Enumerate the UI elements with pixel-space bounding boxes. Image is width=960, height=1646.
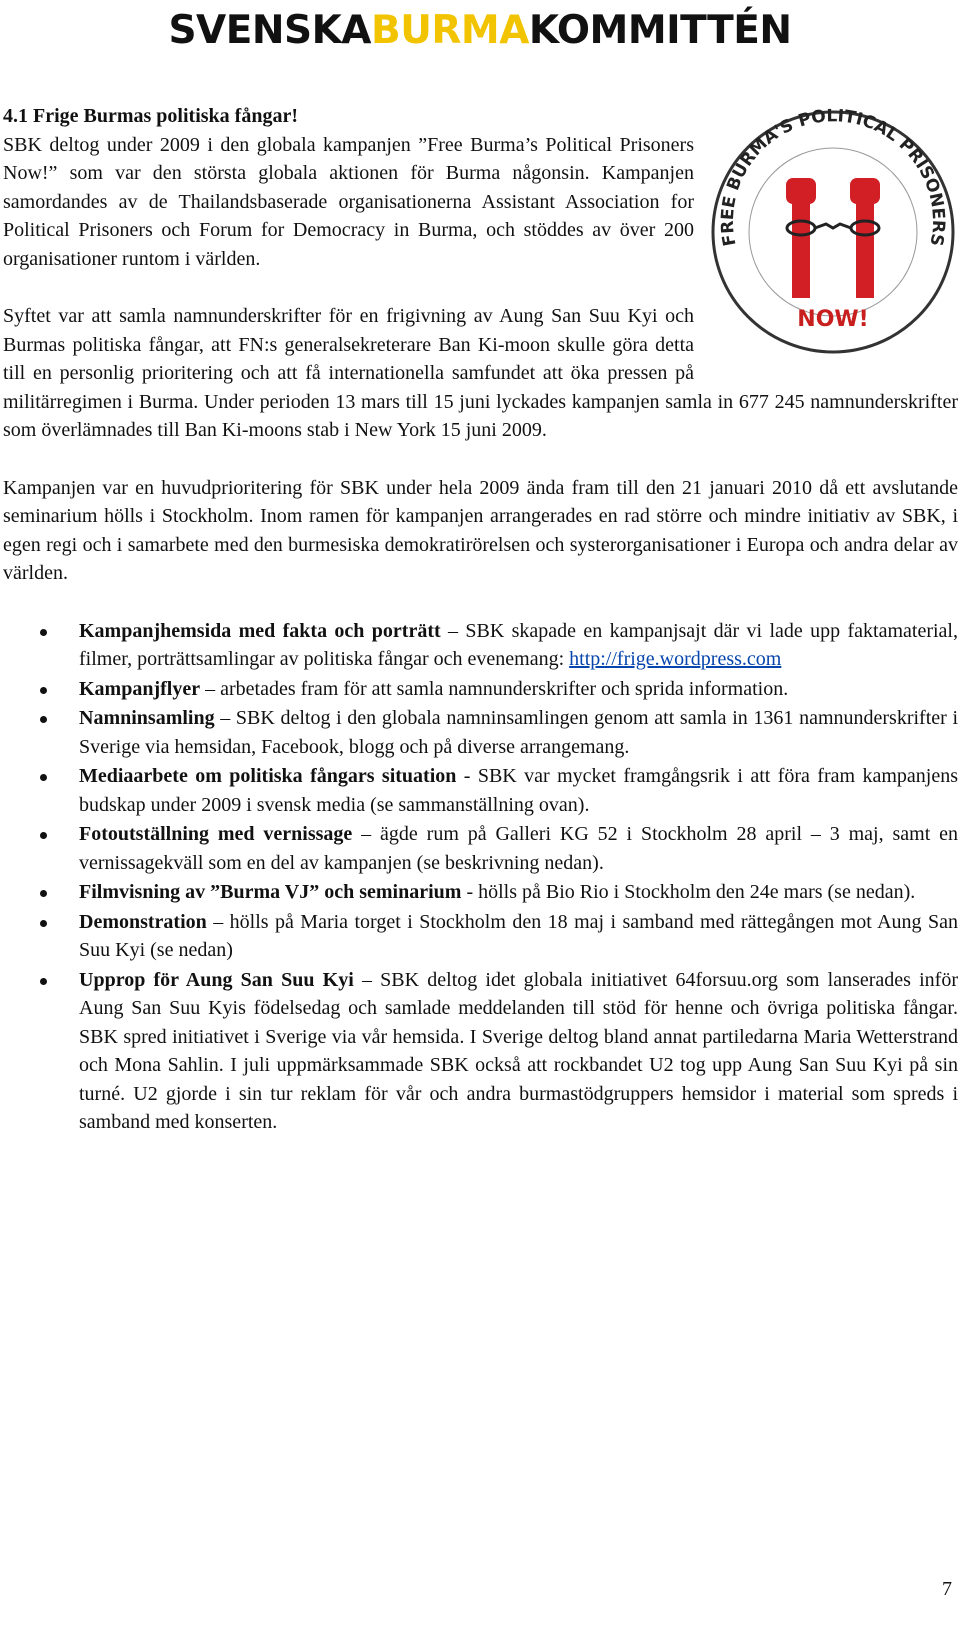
page-body xyxy=(3,102,958,1138)
list-item: Mediaarbete om politiska fångars situation - SBK var mycket framgångsrik i att föra fram kampanjens budskap under 2009 i svensk media (se sammanställning ovan). xyxy=(3,762,958,819)
bullet-icon xyxy=(40,978,47,985)
banner-part-burma: BURMA xyxy=(370,8,529,53)
page-number: 7 xyxy=(942,1578,952,1600)
bullet-icon xyxy=(40,920,47,927)
list-item: Namninsamling – SBK deltog i den globala namninsamlingen genom att samla in 1361 namnunderskrifter i Sverige via hemsidan, Facebook, blogg och på diverse arrangemang. xyxy=(3,704,958,761)
initiatives-list xyxy=(3,617,958,1137)
campaign-paragraph: Kampanjen var en huvudprioritering för SBK under hela 2009 ända fram till den 21 januari 2010 då ett avslutande seminarium hölls i Stockholm. Inom ramen för kampanjen arrangerades en rad större och mindre initiativ av SBK, i egen regi och i samarbete med den burmesiska demokratirörelsen och systerorganisationer i Europa och andra delar av världen. xyxy=(3,476,958,584)
bullet-icon xyxy=(40,716,47,723)
bullet-icon xyxy=(40,687,47,694)
intro-paragraph: SBK deltog under 2009 i den globala kampanjen ”Free Burma’s Political Prisoners Now!” som var den största globala aktionen för Burma någonsin. Kampanjen samordandes av de Thailandsbaserade organisationerna Assistant Association for Political Prisoners och Forum for Democracy in Burma, och stöddes av över 200 organisationer runtom i världen. xyxy=(3,133,694,270)
free-burma-campaign-logo xyxy=(708,108,958,356)
organization-banner xyxy=(0,8,960,54)
banner-part-svenska: SVENSKA xyxy=(168,8,371,53)
list-item: Demonstration – hölls på Maria torget i Stockholm den 18 maj i samband med rättegången mot Aung San Suu Kyi (se nedan) xyxy=(3,908,958,965)
banner-part-kommitten: KOMMITTÉN xyxy=(528,8,792,53)
list-item: Kampanjflyer – arbetades fram för att samla namnunderskrifter och sprida information. xyxy=(3,675,958,704)
list-item: Kampanjhemsida med fakta och porträtt – SBK skapade en kampanjsajt där vi lade upp faktamaterial, filmer, porträttsamlingar av politiska fångar och evenemang: http://frige.wordpress.com xyxy=(3,617,958,674)
purpose-paragraph: Syftet var att samla namnunderskrifter för en frigivning av Aung San Suu Kyi och Burmas politiska fångar, att FN:s generalsekreterare Ban Ki-moon skulle göra detta till en personlig prioritering och att få internationella samfundet att öka pressen på militärregimen i Burma. Under perioden 13 mars till 15 juni lyckades kampanjen samla in 677 245 namnunderskrifter som överlämnades till Ban Ki-moons stab i New York 15 juni 2009. xyxy=(3,305,958,441)
list-item: Upprop för Aung San Suu Kyi – SBK deltog idet globala initiativet 64forsuu.org som lanserades inför Aung San Suu Kyis födelsedag och samlade meddelanden till stöd för henne och övriga politiska fångar. SBK spred initiativet i Sverige via vår hemsida. I Sverige deltog bland annat partiledarna Maria Wetterstrand och Mona Sahlin. I juli uppmärksammade SBK också att rockbandet U2 tog upp Aung San Suu Kyi på sin turné. U2 gjorde i sin tur reklam för vår och andra burmastödgruppers hemsidor i material som spreds i samband med konserten. xyxy=(3,966,958,1137)
bullet-icon xyxy=(40,832,47,839)
bullet-icon xyxy=(40,629,47,636)
campaign-site-link[interactable]: http://frige.wordpress.com xyxy=(569,648,782,670)
bullet-icon xyxy=(40,890,47,897)
list-item: Fotoutställning med vernissage – ägde rum på Galleri KG 52 i Stockholm 28 april – 3 maj, samt en vernissagekväll som en del av kampanjen (se beskrivning nedan). xyxy=(3,820,958,877)
list-item: Filmvisning av ”Burma VJ” och seminarium - hölls på Bio Rio i Stockholm den 24e mars (se nedan). xyxy=(3,878,958,907)
logo-arc-text: FREE BURMA'S POLITICAL PRISONERS xyxy=(717,108,949,248)
logo-now-text: NOW! xyxy=(797,307,869,332)
section-heading: 4.1 Frige Burmas politiska fångar! xyxy=(3,105,298,127)
bullet-icon xyxy=(40,774,47,781)
